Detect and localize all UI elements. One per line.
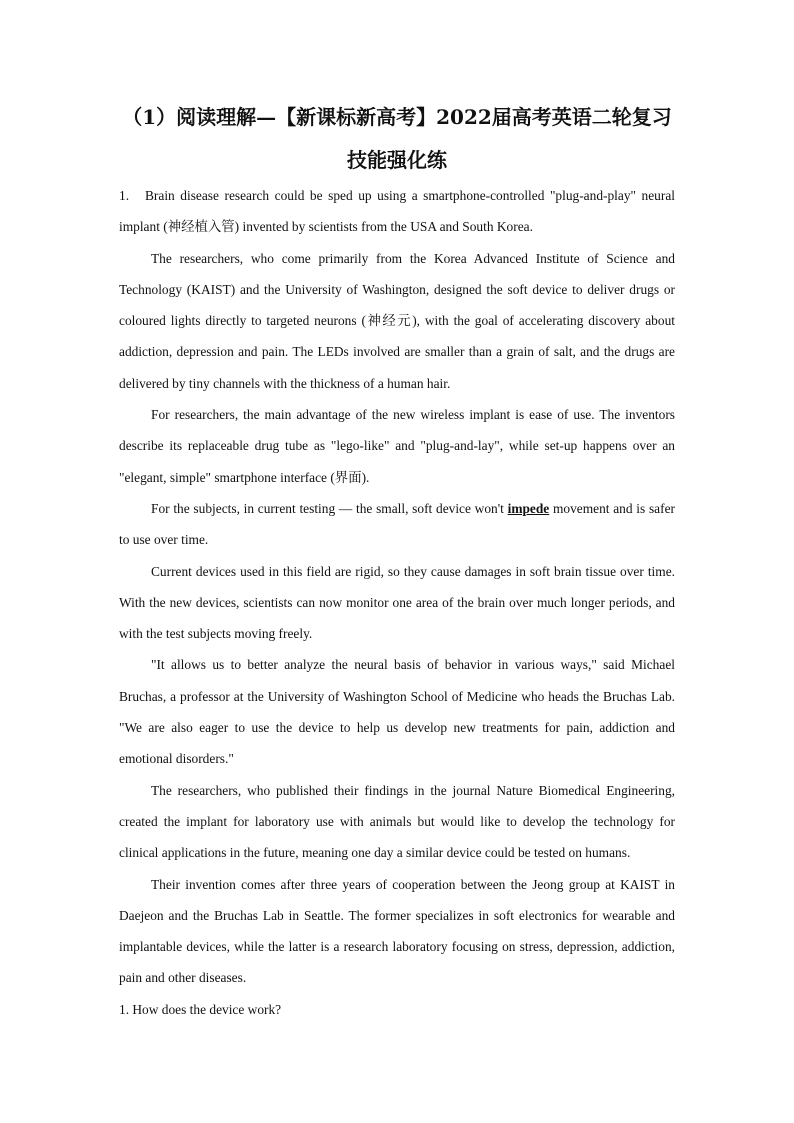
paragraph-5: Current devices used in this field are rigid, so they cause damages in soft brain tissue over time. With the new devices, scientists can now monitor one area of the brain over much longer periods, and with the test subjects moving freely.: [119, 563, 675, 642]
item-number: 1.: [119, 188, 130, 203]
paragraph-8: Their invention comes after three years of cooperation between the Jeong group at KAIST in Daejeon and the Bruchas Lab in Seattle. The former specializes in soft electronics for wearable and implantable devices, while the latter is a research laboratory focusing on stress, depression, addiction, pain and other diseases.: [119, 876, 675, 986]
keyword-impede: impede: [507, 500, 550, 516]
paragraph-1-text: Brain disease research could be sped up using a smartphone-controlled "plug-and-play" neural implant (神经植入管) invented by scientists from the USA and South Korea.: [119, 188, 675, 235]
paragraph-4-text-b: movement and is safer to use over time.: [119, 500, 675, 548]
paragraph-2: The researchers, who come primarily from the Korea Advanced Institute of Science and Technology (KAIST) and the University of Washington, designed the soft device to deliver drugs or coloured lights directly to targeted neurons (神经元), with the goal of accelerating discovery about addiction, depression and pain. The LEDs involved are smaller than a grain of salt, and the drugs are delivered by tiny channels with the thickness of a human hair.: [119, 250, 675, 391]
paragraph-4: [119, 493, 675, 556]
paragraph-7: The researchers, who published their findings in the journal Nature Biomedical Engineering, created the implant for laboratory use with animals but would like to develop the technology for clinical applications in the future, meaning one day a similar device could be tested on humans.: [119, 782, 675, 861]
paragraph-3: For researchers, the main advantage of the new wireless implant is ease of use. The inventors describe its replaceable drug tube as "lego-like" and "plug-and-lay", while set-up happens over an "elegant, simple" smartphone interface (界面).: [119, 407, 675, 485]
paragraph-1: [119, 180, 675, 243]
passage-body: [119, 180, 675, 1025]
paragraph-4-text-a: For the subjects, in current testing — the small, soft device won't: [151, 500, 508, 516]
question-1: 1. How does the device work?: [119, 1001, 282, 1017]
document-title: （1）阅读理解—【新课标新高考】2022届高考英语二轮复习技能强化练: [122, 105, 672, 172]
paragraph-6: "It allows us to better analyze the neural basis of behavior in various ways," said Michael Bruchas, a professor at the University of Washington School of Medicine who heads the Bruchas Lab. "We are also eager to use the device to help us develop new treatments for pain, addiction and emotional disorders.": [119, 657, 675, 767]
